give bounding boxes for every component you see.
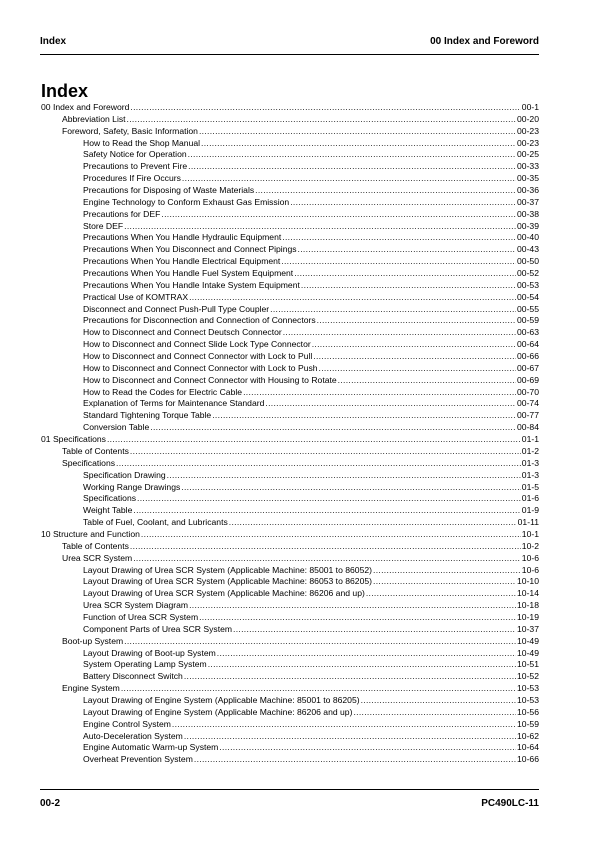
toc-entry-page: 00-35 (517, 173, 539, 184)
toc-leader-dots (361, 695, 516, 707)
toc-entry-label: How to Read the Codes for Electric Cable (83, 386, 243, 397)
toc-entry[interactable] (41, 292, 539, 304)
toc-entry-page: 10-52 (517, 671, 539, 682)
toc-entry[interactable] (41, 470, 539, 482)
toc-entry-page: 01-1 (521, 434, 539, 445)
toc-leader-dots (283, 327, 516, 339)
toc-leader-dots (373, 576, 516, 588)
toc-leader-dots (121, 683, 516, 695)
toc-entry-label: How to Disconnect and Connect Connector with Housing to Rotate (83, 374, 337, 385)
toc-entry-page: 00-23 (517, 125, 539, 136)
toc-leader-dots (182, 173, 516, 185)
toc-entry-label: How to Disconnect and Connect Deutsch Connector (83, 327, 282, 338)
toc-entry-page: 00-74 (517, 398, 539, 409)
toc-entry-page: 10-1 (521, 528, 539, 539)
toc-entry[interactable] (41, 529, 539, 541)
toc-leader-dots (265, 398, 516, 410)
toc-entry-page: 10-64 (517, 742, 539, 753)
toc-entry-label: Precautions When You Disconnect and Connect Pipings (83, 244, 297, 255)
toc-leader-dots (313, 351, 516, 363)
toc-entry-label: Specifications (62, 457, 116, 468)
toc-entry[interactable] (41, 671, 539, 683)
toc-entry[interactable] (41, 268, 539, 280)
toc-entry-label: Urea SCR System (62, 552, 133, 563)
toc-entry-label: Precautions When You Handle Hydraulic Equipment (83, 232, 282, 243)
toc-entry-label: Boot-up System (62, 635, 124, 646)
toc-entry[interactable] (41, 209, 539, 221)
toc-entry-label: Engine Automatic Warm-up System (83, 742, 219, 753)
toc-entry-label: Precautions for DEF (83, 208, 161, 219)
toc-leader-dots (116, 458, 521, 470)
toc-entry-label: Auto-Deceleration System (83, 730, 183, 741)
toc-leader-dots (312, 339, 516, 351)
toc-entry-label: Battery Disconnect Switch (83, 671, 183, 682)
toc-entry-page: 00-40 (517, 232, 539, 243)
toc-leader-dots (243, 387, 516, 399)
toc-entry-page: 00-36 (517, 185, 539, 196)
toc-entry-page: 10-10 (517, 576, 539, 587)
toc-entry[interactable] (41, 695, 539, 707)
toc-entry-label: Precautions for Disconnection and Connection of Connectors (83, 315, 316, 326)
toc-entry-page: 00-63 (517, 327, 539, 338)
toc-entry-label: Specification Drawing (83, 469, 166, 480)
header-rule (40, 54, 539, 55)
toc-entry-page: 10-53 (517, 683, 539, 694)
toc-entry-page: 10-62 (517, 730, 539, 741)
toc-leader-dots (184, 731, 516, 743)
toc-leader-dots (298, 244, 516, 256)
toc-leader-dots (184, 671, 516, 683)
toc-leader-dots (290, 197, 516, 209)
toc-leader-dots (107, 434, 521, 446)
toc-entry[interactable] (41, 541, 539, 553)
toc-entry-label: Engine Control System (83, 718, 171, 729)
model-name: PC490LC-11 (481, 798, 539, 809)
toc-entry-page: 00-66 (517, 351, 539, 362)
toc-leader-dots (282, 232, 516, 244)
toc-entry-label: Table of Contents (62, 445, 129, 456)
toc-entry[interactable] (41, 126, 539, 138)
toc-entry[interactable] (41, 458, 539, 470)
toc-entry-label: Urea SCR System Diagram (83, 600, 189, 611)
toc-entry-label: Engine Technology to Conform Exhaust Gas Emission (83, 196, 290, 207)
toc-entry-label: Weight Table (83, 505, 133, 516)
toc-entry-label: Table of Fuel, Coolant, and Lubricants (83, 517, 228, 528)
toc-entry-page: 00-55 (517, 303, 539, 314)
toc-leader-dots (188, 161, 516, 173)
toc-entry[interactable] (41, 304, 539, 316)
toc-entry[interactable] (41, 363, 539, 375)
toc-entry-label: Component Parts of Urea SCR System (83, 623, 233, 634)
toc-entry-label: Abbreviation List (62, 113, 126, 124)
toc-entry-page: 10-49 (517, 635, 539, 646)
toc-leader-dots (338, 375, 516, 387)
toc-leader-dots (212, 410, 516, 422)
toc-entry-page: 10-66 (517, 754, 539, 765)
toc-entry-page: 00-70 (517, 386, 539, 397)
toc-entry-page: 10-6 (521, 564, 539, 575)
toc-entry-page: 00-59 (517, 315, 539, 326)
toc-leader-dots (130, 102, 520, 114)
toc-entry-page: 10-37 (517, 623, 539, 634)
toc-leader-dots (208, 659, 516, 671)
toc-entry[interactable] (41, 742, 539, 754)
toc-entry[interactable] (41, 612, 539, 624)
toc-entry-label: Foreword, Safety, Basic Information (62, 125, 198, 136)
toc-entry-label: 00 Index and Foreword (41, 102, 130, 112)
toc-entry[interactable] (41, 446, 539, 458)
toc-leader-dots (124, 636, 516, 648)
toc-entry-label: Table of Contents (62, 540, 129, 551)
toc-entry[interactable] (41, 731, 539, 743)
page-footer (40, 798, 539, 809)
toc-leader-dots (353, 707, 516, 719)
toc-entry-label: Explanation of Terms for Maintenance Standard (83, 398, 265, 409)
toc-entry-label: Conversion Table (83, 422, 150, 433)
toc-entry-page: 10-2 (521, 540, 539, 551)
toc-entry-page: 01-11 (517, 517, 539, 528)
toc-leader-dots (127, 114, 516, 126)
toc-entry-label: Layout Drawing of Engine System (Applicable Machine: 85001 to 86205) (83, 694, 360, 705)
toc-entry[interactable] (41, 434, 539, 446)
toc-entry-label: 10 Structure and Function (41, 528, 140, 539)
toc-leader-dots (141, 529, 521, 541)
toc-leader-dots (161, 209, 516, 221)
toc-leader-dots (217, 648, 516, 660)
toc-entry-page: 00-53 (517, 279, 539, 290)
toc-entry-page: 00-67 (517, 362, 539, 373)
toc-entry[interactable] (41, 315, 539, 327)
toc-entry-label: Engine System (62, 683, 120, 694)
toc-leader-dots (201, 138, 516, 150)
toc-entry[interactable] (41, 351, 539, 363)
toc-entry-label: Store DEF (83, 220, 124, 231)
toc-entry[interactable] (41, 754, 539, 766)
toc-leader-dots (130, 446, 521, 458)
toc-entry-page: 00-52 (517, 268, 539, 279)
toc-entry[interactable] (41, 565, 539, 577)
toc-entry-page: 00-50 (517, 256, 539, 267)
toc-leader-dots (281, 256, 516, 268)
toc-entry[interactable] (41, 197, 539, 209)
toc-leader-dots (188, 149, 516, 161)
toc-entry-page: 01-9 (521, 505, 539, 516)
toc-entry[interactable] (41, 149, 539, 161)
toc-entry[interactable] (41, 280, 539, 292)
toc-entry-page: 00-39 (517, 220, 539, 231)
toc-leader-dots (137, 493, 521, 505)
toc-leader-dots (270, 304, 516, 316)
page-title: Index (41, 81, 89, 101)
toc-entry-page: 00-54 (517, 291, 539, 302)
toc-entry-page: 01-5 (521, 481, 539, 492)
toc-entry[interactable] (41, 624, 539, 636)
toc-leader-dots (194, 754, 516, 766)
toc-entry-page: 00-23 (517, 137, 539, 148)
toc-leader-dots (255, 185, 516, 197)
toc-entry[interactable] (41, 517, 539, 529)
toc-entry[interactable] (41, 339, 539, 351)
toc-entry[interactable] (41, 375, 539, 387)
toc-entry-page: 01-2 (521, 445, 539, 456)
toc-entry-label: Precautions When You Handle Fuel System Equipment (83, 268, 294, 279)
toc-leader-dots (199, 126, 516, 138)
toc-entry[interactable] (41, 185, 539, 197)
toc-entry[interactable] (41, 138, 539, 150)
toc-entry-label: How to Disconnect and Connect Connector with Lock to Pull (83, 351, 313, 362)
toc-entry[interactable] (41, 410, 539, 422)
toc-entry-label: Precautions for Disposing of Waste Materials (83, 185, 255, 196)
footer-rule (40, 789, 539, 790)
table-of-contents (41, 102, 539, 766)
toc-entry[interactable] (41, 173, 539, 185)
toc-entry-page: 00-25 (517, 149, 539, 160)
toc-entry-label: Layout Drawing of Urea SCR System (Applicable Machine: 86053 to 86205) (83, 576, 372, 587)
page-number: 00-2 (40, 798, 61, 809)
toc-entry-page: 00-37 (517, 196, 539, 207)
toc-entry[interactable] (41, 505, 539, 517)
toc-leader-dots (189, 600, 516, 612)
toc-entry-label: Disconnect and Connect Push-Pull Type Coupler (83, 303, 270, 314)
toc-entry-page: 10-56 (517, 706, 539, 717)
toc-entry-page: 10-14 (517, 588, 539, 599)
toc-entry-label: How to Read the Shop Manual (83, 137, 201, 148)
toc-leader-dots (124, 221, 516, 233)
page-header (40, 36, 539, 52)
toc-entry-label: Working Range Drawings (83, 481, 181, 492)
toc-leader-dots (133, 505, 520, 517)
toc-entry-label: Layout Drawing of Urea SCR System (Applicable Machine: 86206 and up) (83, 588, 365, 599)
toc-entry[interactable] (41, 600, 539, 612)
toc-entry[interactable] (41, 719, 539, 731)
toc-leader-dots (317, 315, 516, 327)
toc-entry[interactable] (41, 256, 539, 268)
toc-leader-dots (229, 517, 517, 529)
toc-leader-dots (189, 292, 516, 304)
toc-entry[interactable] (41, 398, 539, 410)
toc-entry-page: 00-43 (517, 244, 539, 255)
toc-leader-dots (301, 280, 516, 292)
toc-entry-page: 01-6 (521, 493, 539, 504)
toc-entry-page: 10-6 (521, 552, 539, 563)
toc-entry-page: 01-3 (521, 469, 539, 480)
toc-entry-label: Function of Urea SCR System (83, 611, 199, 622)
toc-leader-dots (366, 588, 516, 600)
toc-entry-page: 00-64 (517, 339, 539, 350)
toc-entry[interactable] (41, 482, 539, 494)
toc-entry-page: 10-18 (517, 600, 539, 611)
toc-entry[interactable] (41, 648, 539, 660)
toc-entry-label: Precautions to Prevent Fire (83, 161, 188, 172)
toc-entry[interactable] (41, 114, 539, 126)
toc-leader-dots (133, 553, 521, 565)
header-section-left: Index (40, 36, 67, 47)
toc-entry-page: 01-3 (521, 457, 539, 468)
toc-leader-dots (181, 482, 521, 494)
toc-leader-dots (150, 422, 516, 434)
toc-entry-page: 10-49 (517, 647, 539, 658)
toc-entry-label: Procedures If Fire Occurs (83, 173, 181, 184)
toc-entry-page: 10-19 (517, 611, 539, 622)
toc-entry-label: Layout Drawing of Engine System (Applicable Machine: 86206 and up) (83, 706, 353, 717)
toc-entry[interactable] (41, 232, 539, 244)
toc-entry-label: How to Disconnect and Connect Slide Lock Type Connector (83, 339, 311, 350)
toc-leader-dots (219, 742, 516, 754)
toc-entry[interactable] (41, 659, 539, 671)
toc-entry-label: Layout Drawing of Boot-up System (83, 647, 216, 658)
toc-entry-label: Safety Notice for Operation (83, 149, 187, 160)
toc-entry[interactable] (41, 683, 539, 695)
toc-entry-label: 01 Specifications (41, 434, 106, 445)
toc-leader-dots (167, 470, 521, 482)
toc-entry[interactable] (41, 553, 539, 565)
toc-entry-label: Precautions When You Handle Intake System Equipment (83, 279, 300, 290)
toc-entry-page: 00-69 (517, 374, 539, 385)
toc-entry[interactable] (41, 327, 539, 339)
toc-entry-page: 00-84 (517, 422, 539, 433)
toc-leader-dots (319, 363, 516, 375)
toc-entry[interactable] (41, 102, 539, 114)
toc-entry-label: Standard Tightening Torque Table (83, 410, 212, 421)
toc-entry-page: 00-1 (521, 102, 539, 112)
toc-leader-dots (172, 719, 516, 731)
toc-entry-label: Layout Drawing of Urea SCR System (Applicable Machine: 85001 to 86052) (83, 564, 372, 575)
toc-entry-page: 10-51 (517, 659, 539, 670)
toc-entry[interactable] (41, 387, 539, 399)
toc-entry[interactable] (41, 422, 539, 434)
toc-entry-label: System Operating Lamp System (83, 659, 207, 670)
toc-entry-label: How to Disconnect and Connect Connector with Lock to Push (83, 362, 318, 373)
toc-entry[interactable] (41, 588, 539, 600)
toc-entry[interactable] (41, 221, 539, 233)
toc-entry-label: Overheat Prevention System (83, 754, 193, 765)
toc-entry[interactable] (41, 161, 539, 173)
toc-entry[interactable] (41, 636, 539, 648)
toc-entry[interactable] (41, 707, 539, 719)
toc-entry[interactable] (41, 244, 539, 256)
toc-leader-dots (294, 268, 516, 280)
toc-leader-dots (233, 624, 516, 636)
toc-entry-page: 00-77 (517, 410, 539, 421)
toc-entry-label: Precautions When You Handle Electrical Equipment (83, 256, 281, 267)
toc-leader-dots (199, 612, 516, 624)
toc-entry[interactable] (41, 576, 539, 588)
header-section-right: 00 Index and Foreword (430, 36, 539, 47)
toc-entry[interactable] (41, 493, 539, 505)
toc-entry-page: 10-53 (517, 694, 539, 705)
toc-entry-page: 00-33 (517, 161, 539, 172)
toc-entry-page: 10-59 (517, 718, 539, 729)
toc-entry-label: Practical Use of KOMTRAX (83, 291, 189, 302)
toc-entry-label: Specifications (83, 493, 137, 504)
toc-entry-page: 00-38 (517, 208, 539, 219)
toc-entry-page: 00-20 (517, 113, 539, 124)
toc-leader-dots (373, 565, 521, 577)
toc-leader-dots (130, 541, 521, 553)
